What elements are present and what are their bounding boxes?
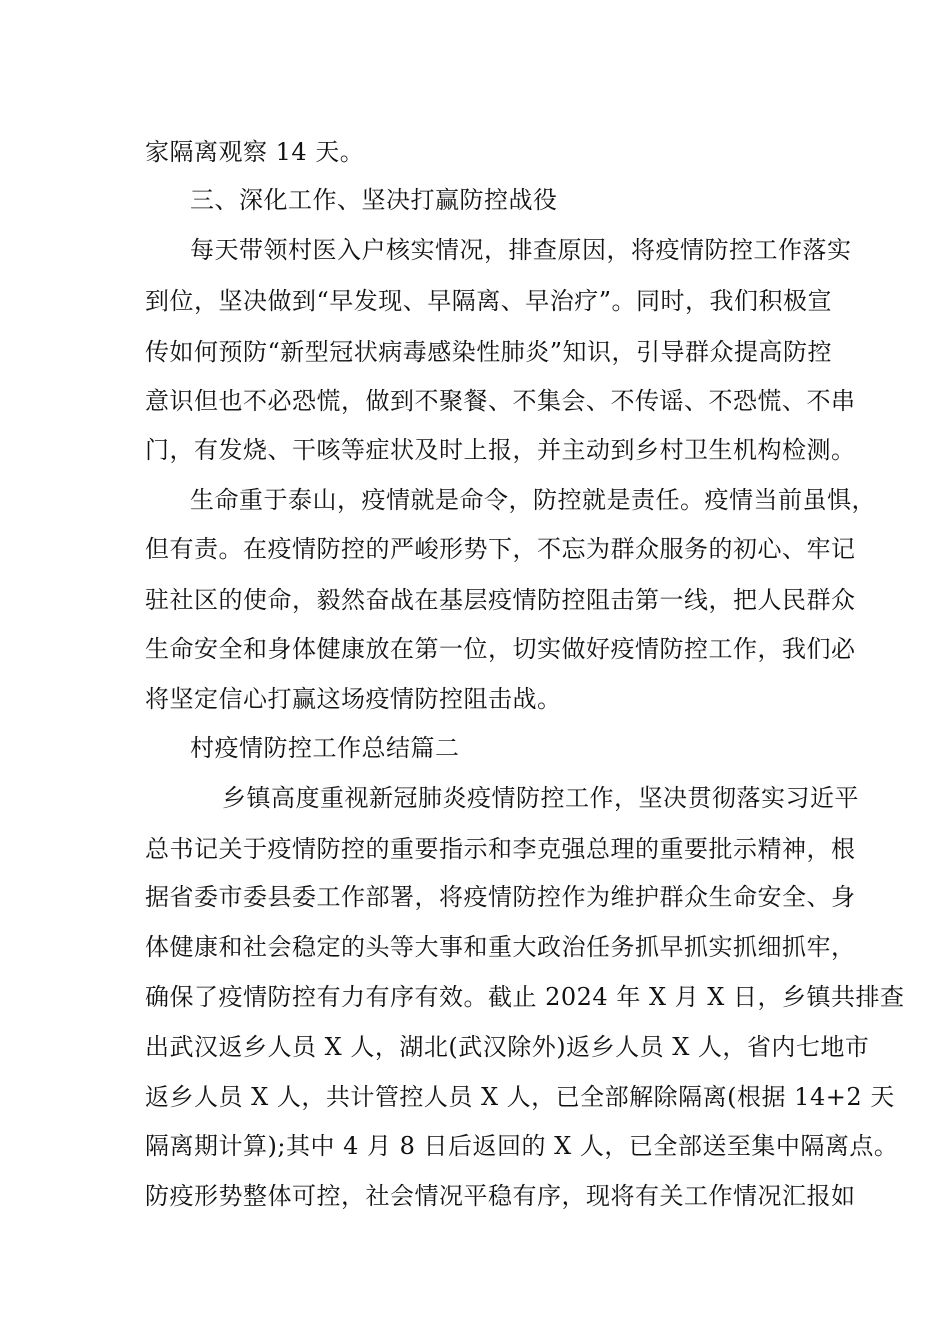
text-line: 意识但也不必恐慌，做到不聚餐、不集会、不传谣、不恐慌、不串 <box>145 387 856 415</box>
text-line: 确保了疫情防控有力有序有效。截止 2024 年 X 月 X 日，乡镇共排查 <box>145 983 905 1011</box>
text-line: 每天带领村医入户核实情况，排查原因，将疫情防控工作落实 <box>190 236 852 264</box>
text-line: 传如何预防“新型冠状病毒感染性肺炎”知识，引导群众提高防控 <box>145 338 833 366</box>
text-line: 出武汉返乡人员 X 人，湖北(武汉除外)返乡人员 X 人，省内七地市 <box>145 1033 870 1061</box>
text-line: 到位，坚决做到“早发现、早隔离、早治疗”。同时，我们积极宣 <box>145 287 833 315</box>
section-heading: 三、深化工作、坚决打赢防控战役 <box>190 186 558 214</box>
text-line: 总书记关于疫情防控的重要指示和李克强总理的重要批示精神，根 <box>145 835 856 863</box>
text-line: 体健康和社会稳定的头等大事和重大政治任务抓早抓实抓细抓牢， <box>145 933 856 961</box>
text-line: 据省委市委县委工作部署，将疫情防控作为维护群众生命安全、身 <box>145 883 856 911</box>
text-line: 生命安全和身体健康放在第一位，切实做好疫情防控工作，我们必 <box>145 635 856 663</box>
text-line: 返乡人员 X 人，共计管控人员 X 人，已全部解除隔离(根据 14+2 天 <box>145 1083 895 1111</box>
text-line: 门，有发烧、干咳等症状及时上报，并主动到乡村卫生机构检测。 <box>145 436 856 464</box>
text-line: 防疫形势整体可控，社会情况平稳有序，现将有关工作情况汇报如 <box>145 1182 856 1210</box>
text-line: 生命重于泰山，疫情就是命令，防控就是责任。疫情当前虽惧， <box>190 486 876 514</box>
text-line: 家隔离观察 14 天。 <box>145 138 365 166</box>
text-line: 将坚定信心打赢这场疫情防控阻击战。 <box>145 685 562 713</box>
text-line: 但有责。在疫情防控的严峻形势下，不忘为群众服务的初心、牢记 <box>145 535 856 563</box>
text-line: 驻社区的使命，毅然奋战在基层疫情防控阻击第一线，把人民群众 <box>145 586 856 614</box>
text-line: 乡镇高度重视新冠肺炎疫情防控工作，坚决贯彻落实习近平 <box>222 784 859 812</box>
section-title: 村疫情防控工作总结篇二 <box>190 734 460 762</box>
text-line: 隔离期计算);其中 4 月 8 日后返回的 X 人，已全部送至集中隔离点。 <box>145 1132 899 1160</box>
